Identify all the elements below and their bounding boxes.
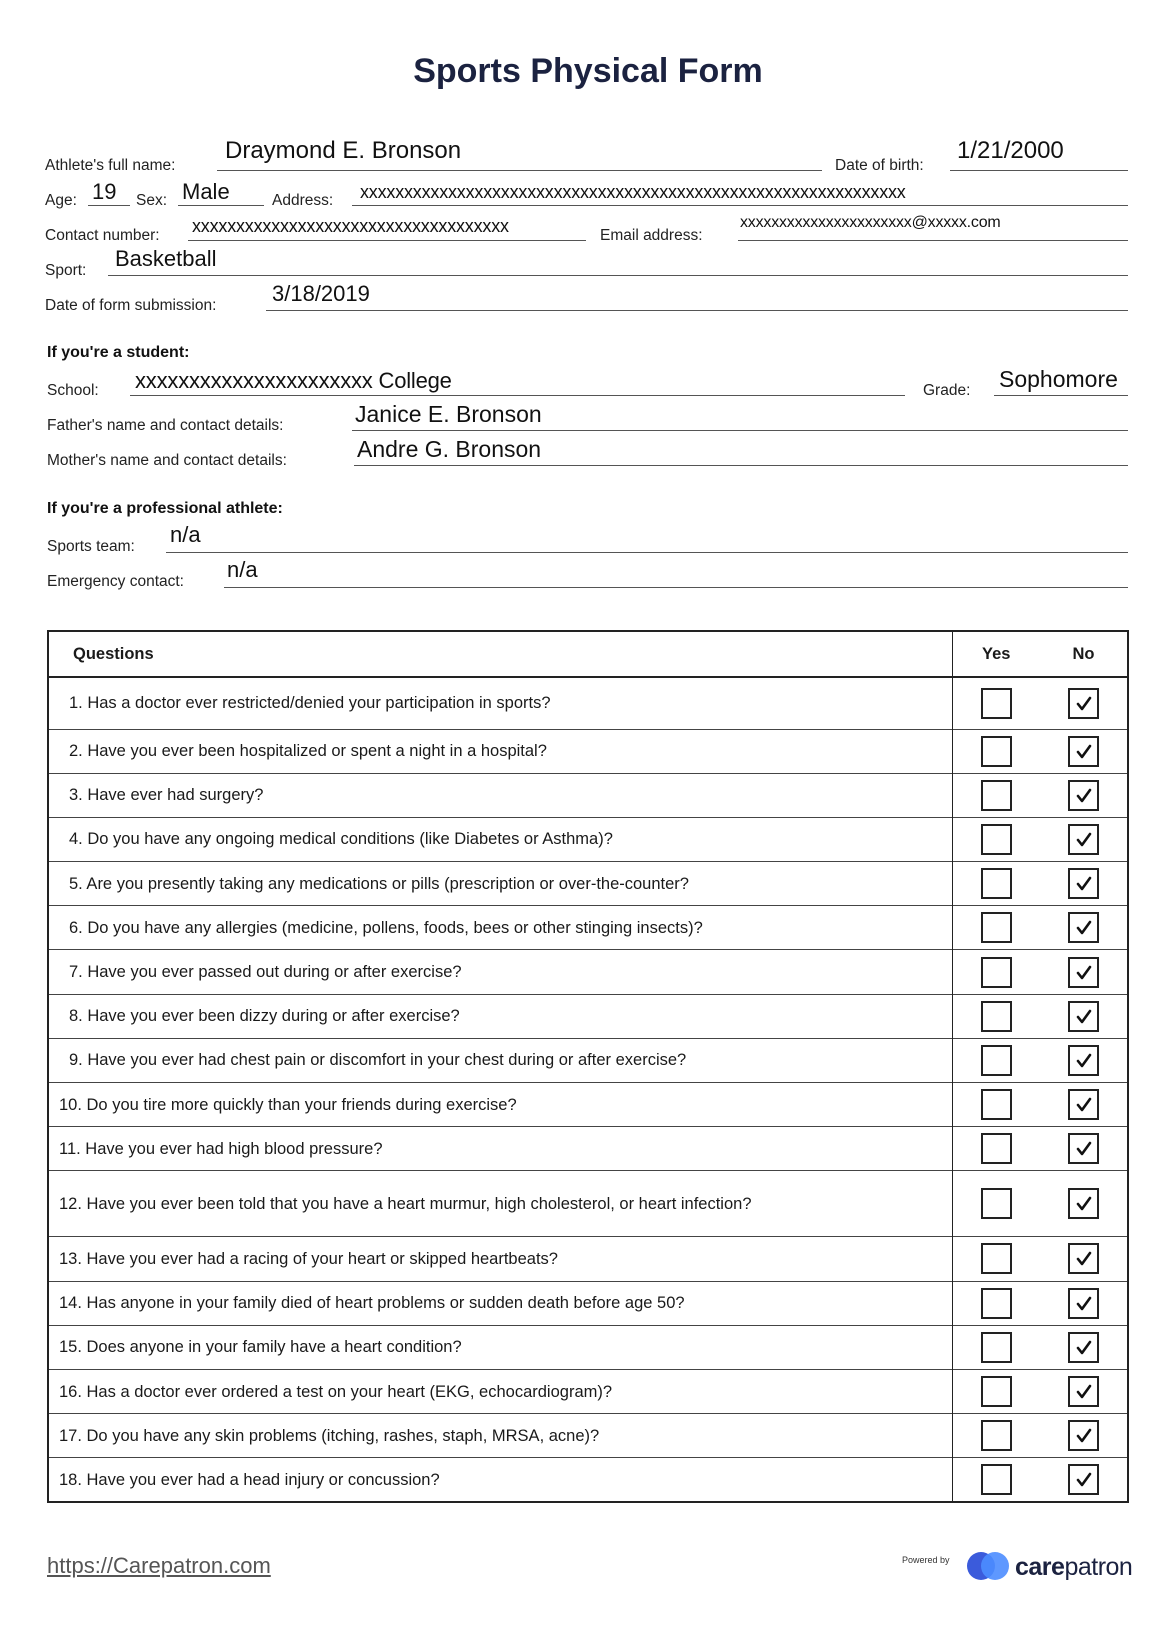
checkmark-icon [1074,963,1094,983]
yes-cell [952,729,1040,773]
no-checkbox-checked[interactable] [1068,957,1099,988]
yes-cell [952,1325,1040,1369]
mother-value[interactable]: Andre G. Bronson [357,436,542,462]
table-row [48,773,1128,817]
email-label: Email address: [600,227,703,244]
brand-rest: patron [1064,1553,1133,1581]
no-checkbox-checked[interactable] [1068,1045,1099,1076]
table-row [48,994,1128,1038]
professional-heading: If you're a professional athlete: [47,500,283,517]
no-cell [1040,994,1128,1038]
no-cell [1040,1083,1128,1127]
yes-checkbox[interactable] [981,736,1012,767]
email-underline [738,240,1128,241]
no-checkbox-checked[interactable] [1068,824,1099,855]
table-row [48,906,1128,950]
question-text: 17. Do you have any skin problems (itching, rashes, staph, MRSA, acne)? [48,1414,952,1458]
dob-label: Date of birth: [835,157,924,174]
sex-underline [178,205,264,206]
questions-body [48,677,1128,1502]
yes-cell [952,1281,1040,1325]
student-heading: If you're a student: [47,344,190,361]
question-text: 3. Have ever had surgery? [48,773,952,817]
school-label: School: [47,382,99,399]
yes-checkbox[interactable] [981,688,1012,719]
email-value[interactable]: xxxxxxxxxxxxxxxxxxxxxx@xxxxx.com [740,214,1001,231]
no-cell [1040,862,1128,906]
table-row [48,817,1128,861]
no-checkbox-checked[interactable] [1068,868,1099,899]
question-text: 8. Have you ever been dizzy during or after exercise? [48,994,952,1038]
question-text: 6. Do you have any allergies (medicine, pollens, foods, bees or other stinging insects)? [48,906,952,950]
no-checkbox-checked[interactable] [1068,1243,1099,1274]
checkmark-icon [1074,874,1094,894]
team-label: Sports team: [47,538,135,555]
yes-checkbox[interactable] [981,1288,1012,1319]
no-checkbox-checked[interactable] [1068,688,1099,719]
yes-checkbox[interactable] [981,780,1012,811]
yes-checkbox[interactable] [981,1420,1012,1451]
question-text: 10. Do you tire more quickly than your friends during exercise? [48,1083,952,1127]
no-cell [1040,1369,1128,1413]
header-no: No [1040,631,1128,677]
table-row [48,677,1128,729]
table-row [48,1127,1128,1171]
no-cell [1040,1281,1128,1325]
father-label: Father's name and contact details: [47,417,284,434]
question-text: 7. Have you ever passed out during or after exercise? [48,950,952,994]
table-row [48,1414,1128,1458]
no-cell [1040,1458,1128,1502]
father-underline [352,430,1128,431]
table-row [48,1281,1128,1325]
checkmark-icon [1074,694,1094,714]
yes-checkbox[interactable] [981,1464,1012,1495]
submission-label: Date of form submission: [45,297,217,314]
checkmark-icon [1074,1051,1094,1071]
question-text: 11. Have you ever had high blood pressure? [48,1127,952,1171]
table-row [48,950,1128,994]
yes-checkbox[interactable] [981,1243,1012,1274]
carepatron-logo-icon [965,1550,1013,1587]
yes-checkbox[interactable] [981,1001,1012,1032]
question-text: 2. Have you ever been hospitalized or spent a night in a hospital? [48,729,952,773]
father-value[interactable]: Janice E. Bronson [355,401,542,427]
checkmark-icon [1074,1470,1094,1490]
yes-checkbox[interactable] [981,1133,1012,1164]
checkmark-icon [1074,918,1094,938]
no-checkbox-checked[interactable] [1068,780,1099,811]
page-title: Sports Physical Form [413,52,763,90]
yes-cell [952,994,1040,1038]
grade-underline [994,395,1128,396]
checkmark-icon [1074,786,1094,806]
school-value[interactable]: xxxxxxxxxxxxxxxxxxxxxx College [135,368,452,393]
sport-underline [108,275,1128,276]
yes-checkbox[interactable] [981,1332,1012,1363]
question-text: 14. Has anyone in your family died of heart problems or sudden death before age 50? [48,1281,952,1325]
checkmark-icon [1074,830,1094,850]
sex-label: Sex: [136,192,168,209]
mother-underline [354,465,1128,466]
submission-underline [266,310,1128,311]
header-yes: Yes [952,631,1040,677]
questions-table [47,630,1129,1503]
yes-cell [952,950,1040,994]
checkmark-icon [1074,1249,1094,1269]
address-label: Address: [272,192,334,209]
sport-label: Sport: [45,262,87,279]
checkmark-icon [1074,1095,1094,1115]
address-underline [352,205,1128,206]
grade-label: Grade: [923,382,971,399]
emergency-label: Emergency contact: [47,573,184,590]
table-row [48,1038,1128,1082]
yes-checkbox[interactable] [981,868,1012,899]
sport-value[interactable]: Basketball [115,246,217,271]
age-label: Age: [45,192,77,209]
question-text: 12. Have you ever been told that you have a heart murmur, high cholesterol, or heart infection? [48,1171,952,1237]
question-text: 18. Have you ever had a head injury or concussion? [48,1458,952,1502]
sex-value[interactable]: Male [182,179,230,204]
yes-cell [952,1414,1040,1458]
no-cell [1040,1038,1128,1082]
question-text: 16. Has a doctor ever ordered a test on your heart (EKG, echocardiogram)? [48,1369,952,1413]
question-text: 1. Has a doctor ever restricted/denied your participation in sports? [48,677,952,729]
checkmark-icon [1074,1338,1094,1358]
no-checkbox-checked[interactable] [1068,1133,1099,1164]
no-cell [1040,677,1128,729]
grade-value[interactable]: Sophomore [999,366,1118,392]
table-row [48,1083,1128,1127]
no-checkbox-checked[interactable] [1068,1188,1099,1219]
mother-label: Mother's name and contact details: [47,452,287,469]
table-header-row [48,631,1128,677]
no-checkbox-checked[interactable] [1068,1089,1099,1120]
yes-cell [952,862,1040,906]
brand-bold: care [1015,1553,1065,1581]
carepatron-brand [1015,1553,1132,1582]
yes-cell [952,677,1040,729]
question-text: 15. Does anyone in your family have a heart condition? [48,1325,952,1369]
table-row [48,1369,1128,1413]
no-checkbox-checked[interactable] [1068,1376,1099,1407]
yes-cell [952,773,1040,817]
yes-cell [952,1127,1040,1171]
checkmark-icon [1074,1294,1094,1314]
no-checkbox-checked[interactable] [1068,1001,1099,1032]
checkmark-icon [1074,1382,1094,1402]
emergency-value[interactable]: n/a [227,557,258,582]
checkmark-icon [1074,1194,1094,1214]
submission-value[interactable]: 3/18/2019 [272,281,370,306]
contact-label: Contact number: [45,227,160,244]
yes-cell [952,906,1040,950]
checkmark-icon [1074,1426,1094,1446]
checkmark-icon [1074,742,1094,762]
no-cell [1040,773,1128,817]
no-cell [1040,1237,1128,1281]
yes-checkbox[interactable] [981,1045,1012,1076]
question-text: 9. Have you ever had chest pain or discomfort in your chest during or after exercise? [48,1038,952,1082]
address-value[interactable]: xxxxxxxxxxxxxxxxxxxxxxxxxxxxxxxxxxxxxxxxxxxxxxxxxxxxxxxxxxxxxx [360,182,906,202]
no-checkbox-checked[interactable] [1068,1464,1099,1495]
yes-checkbox[interactable] [981,1376,1012,1407]
yes-cell [952,1369,1040,1413]
contact-value[interactable]: xxxxxxxxxxxxxxxxxxxxxxxxxxxxxxxxxxxx [192,216,509,236]
emergency-underline [224,587,1128,588]
no-checkbox-checked[interactable] [1068,1288,1099,1319]
no-cell [1040,950,1128,994]
question-text: 5. Are you presently taking any medications or pills (prescription or over-the-counter? [48,862,952,906]
no-cell [1040,1325,1128,1369]
team-value[interactable]: n/a [170,522,201,547]
table-row [48,729,1128,773]
yes-cell [952,1038,1040,1082]
header-questions: Questions [48,631,952,677]
dob-value[interactable]: 1/21/2000 [957,137,1064,164]
yes-cell [952,1237,1040,1281]
no-checkbox-checked[interactable] [1068,912,1099,943]
table-row [48,1458,1128,1502]
yes-checkbox[interactable] [981,824,1012,855]
yes-checkbox[interactable] [981,912,1012,943]
age-underline [88,205,130,206]
yes-cell [952,817,1040,861]
question-text: 13. Have you ever had a racing of your heart or skipped heartbeats? [48,1237,952,1281]
age-value[interactable]: 19 [92,179,117,204]
yes-cell [952,1083,1040,1127]
yes-cell [952,1171,1040,1237]
no-cell [1040,817,1128,861]
team-underline [166,552,1128,553]
dob-underline [950,170,1128,171]
yes-checkbox[interactable] [981,1188,1012,1219]
question-text: 4. Do you have any ongoing medical conditions (like Diabetes or Asthma)? [48,817,952,861]
no-checkbox-checked[interactable] [1068,1420,1099,1451]
no-cell [1040,906,1128,950]
table-row [48,1325,1128,1369]
checkmark-icon [1074,1139,1094,1159]
yes-cell [952,1458,1040,1502]
no-cell [1040,729,1128,773]
name-value[interactable]: Draymond E. Bronson [225,137,462,164]
table-row [48,1171,1128,1237]
table-row [48,862,1128,906]
checkmark-icon [1074,1007,1094,1027]
name-label: Athlete's full name: [45,157,176,174]
no-checkbox-checked[interactable] [1068,736,1099,767]
footer-link[interactable]: https://Carepatron.com [47,1553,271,1578]
no-cell [1040,1127,1128,1171]
table-row [48,1237,1128,1281]
yes-checkbox[interactable] [981,1089,1012,1120]
no-cell [1040,1414,1128,1458]
powered-by-label: Powered by [902,1555,950,1565]
school-underline [130,395,905,396]
no-cell [1040,1171,1128,1237]
contact-underline [188,240,586,241]
name-underline [217,170,822,171]
no-checkbox-checked[interactable] [1068,1332,1099,1363]
yes-checkbox[interactable] [981,957,1012,988]
